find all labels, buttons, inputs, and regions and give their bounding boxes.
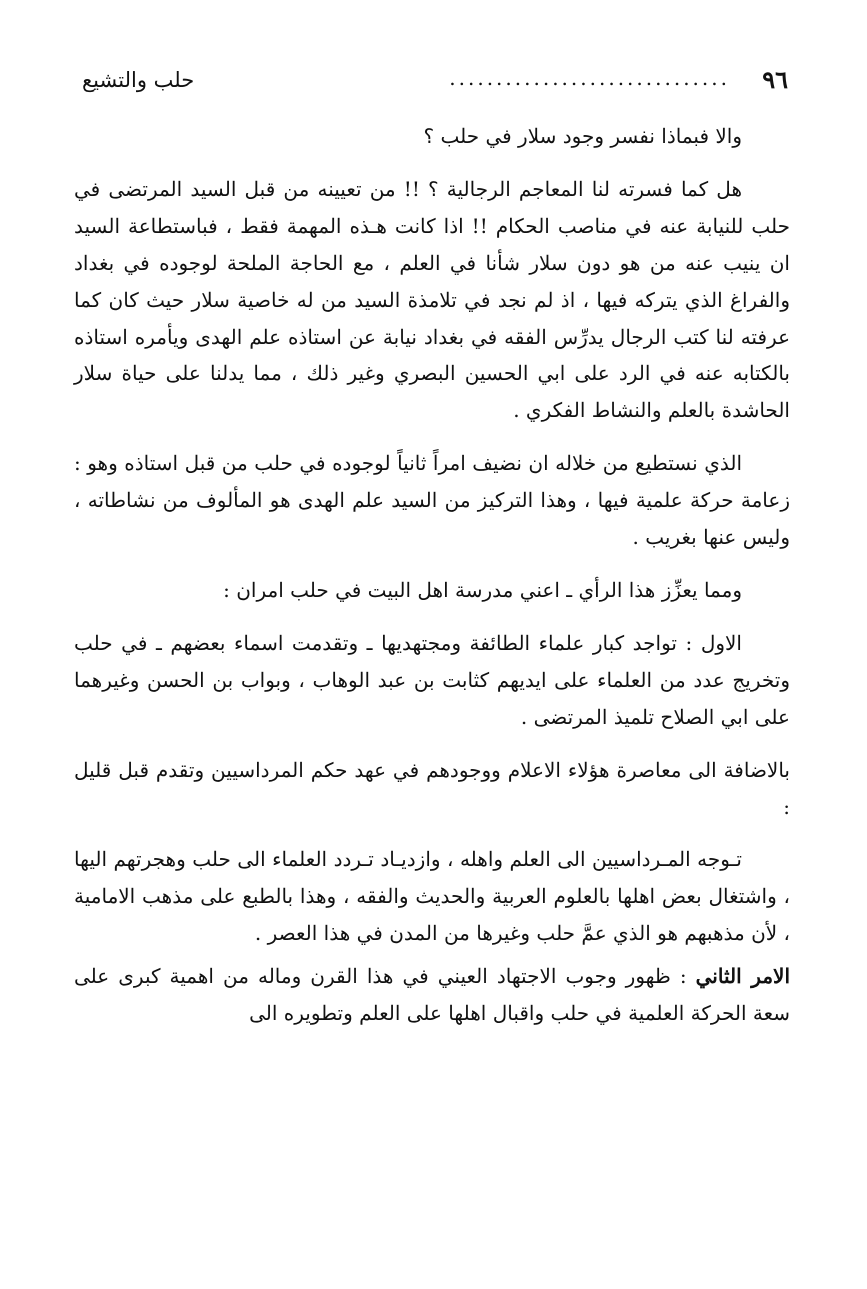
- paragraph-8-text: : ظهور وجوب الاجتهاد العيني في هذا القرن وماله من اهمية كبرى على سعة الحركة العلمية في حلب واقبال اهلها على العلم وتطويره الى: [74, 964, 790, 1026]
- body-text: [74, 118, 790, 1032]
- paragraph-4: ومما يعزِّز هذا الرأي ـ اعني مدرسة اهل البيت في حلب امران :: [223, 577, 742, 602]
- paragraph-8: [74, 958, 790, 1032]
- paragraph-7: تـوجه المـرداسيين الى العلم واهله ، وازديـاد تـردد العلماء الى حلب وهجرتهم اليها ، واشتغال بعض اهلها بالعلوم العربية والحديث والفقه ، وهذا بالطبع على مذهب الامامية ، لأن مذهبهم هو الذي عمَّ حلب وغيرها من المدن في هذا العصر .: [74, 847, 790, 946]
- paragraph-6: بالاضافة الى معاصرة هؤلاء الاعلام ووجودهم في عهد حكم المرداسيين وتقدم قبل قليل :: [74, 757, 790, 819]
- paragraph-5: الاول : تواجد كبار علماء الطائفة ومجتهديها ـ وتقدمت اسماء بعضهم ـ في حلب وتخريج عدد من العلماء على ايديهم كثابت بن عبد الوهاب ، وبواب بن الحسن وغيرهما على ابي الصلاح تلميذ المرتضى .: [74, 630, 790, 729]
- page-header: [82, 62, 788, 98]
- paragraph-3: الذي نستطيع من خلاله ان نضيف امراً ثانياً لوجوده في حلب من قبل استاذه وهو : زعامة حركة علمية فيها ، وهذا التركيز من السيد علم الهدى هو المألوف من نشاطاته ، وليس عنها بغريب .: [74, 451, 790, 550]
- running-title: حلب والتشيع: [82, 68, 195, 92]
- paragraph-2: هل كما فسرته لنا المعاجم الرجالية ؟ !! من تعيينه من قبل السيد المرتضى في حلب للنيابة عنه في مناصب الحكام !! اذا كانت هـذه المهمة فقط ، فباستطاعة السيد ان ينيب عنه من هو دون سلار شأنا في العلم ، مع الحاجة الملحة لوجوده في بغداد والفراغ الذي يتركه فيها ، اذ لم نجد في تلامذة السيد من له خاصية سلار حيث كان كما عرفته لنا كتب الرجال يدرِّس الفقه في بغداد نيابة عن استاذه علم الهدى ويأمره استاذه بالكتابه عنه في الرد على ابي الحسين البصري وغير ذلك ، مما يدلنا على حياة سلار الحاشدة بالعلم والنشاط الفكري .: [74, 176, 790, 423]
- header-dot-leader: ..............................: [449, 66, 730, 90]
- second-matter-heading: الامر الثاني: [695, 964, 790, 989]
- paragraph-1: والا فبماذا نفسر وجود سلار في حلب ؟: [423, 124, 742, 148]
- page-number: ٩٦: [762, 65, 788, 94]
